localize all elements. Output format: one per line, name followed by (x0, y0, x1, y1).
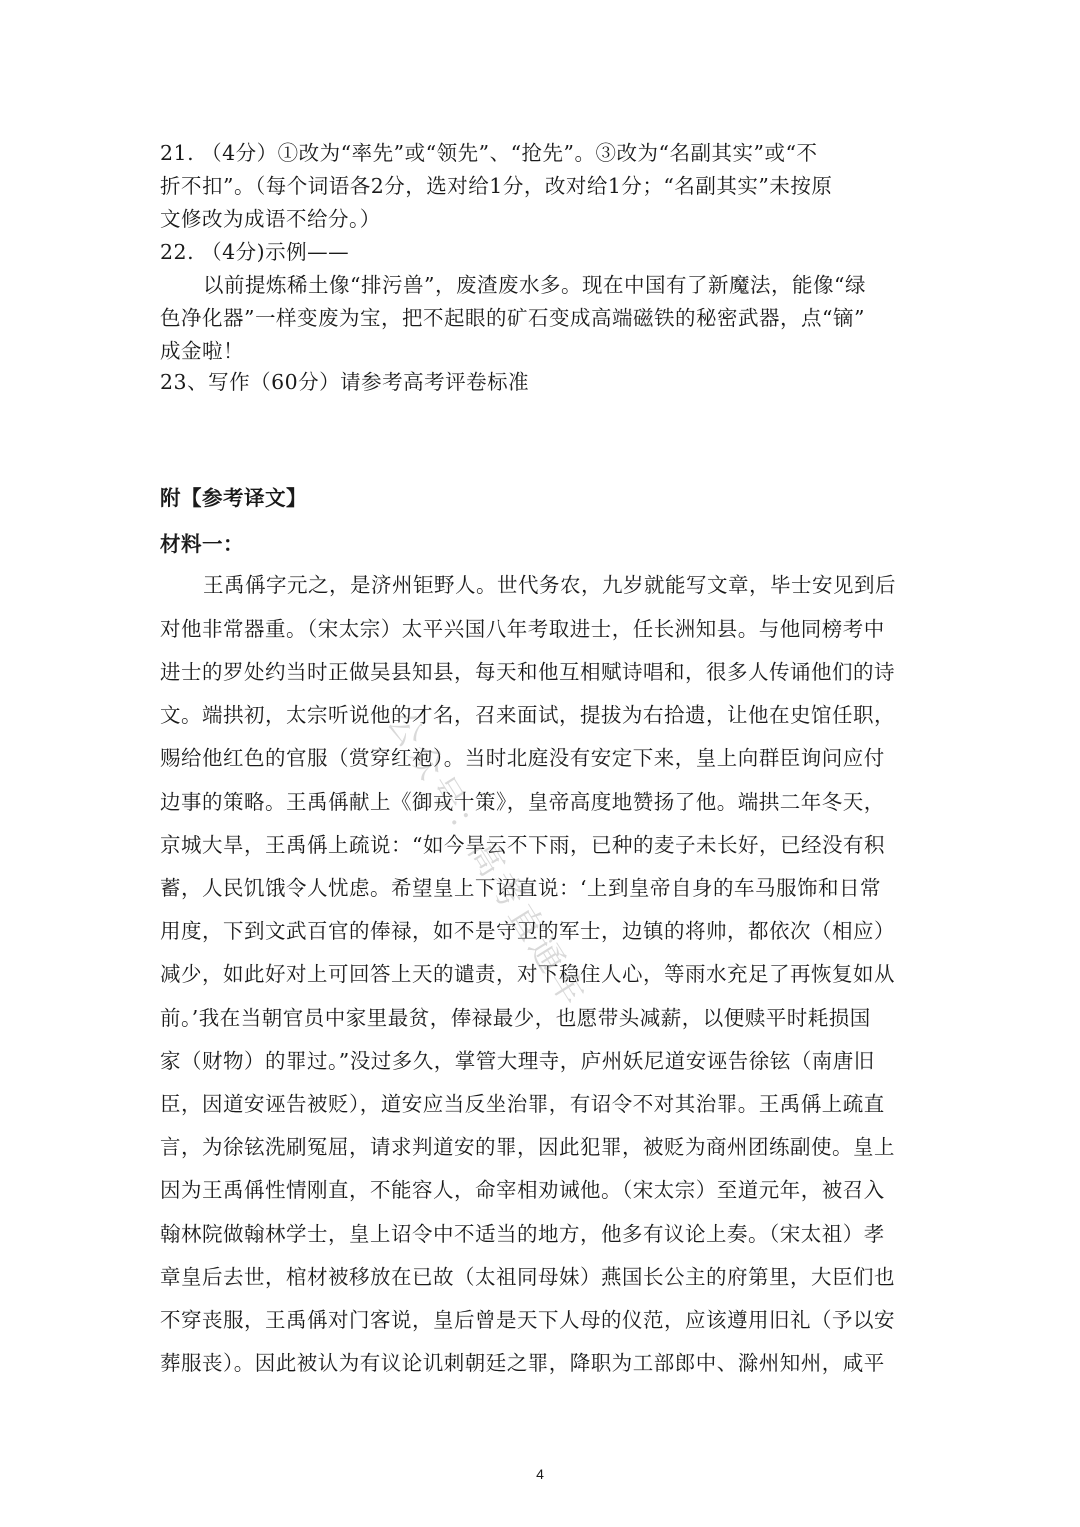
q22-line-3: 成金啦！ (160, 339, 244, 363)
translation-line: 因为王禹偁性情刚直，不能容人，命宰相劝诫他。（宋太宗）至道元年，被召入 (160, 1178, 885, 1202)
translation-line: 用度，下到文武百官的俸禄，如不是守卫的军士，边镇的将帅，都依次（相应） (160, 919, 895, 943)
translation-line: 进士的罗处约当时正做吴县知县，每天和他互相赋诗唱和，很多人传诵他们的诗 (160, 660, 895, 684)
translation-line: 文。端拱初，太宗听说他的才名，召来面试，提拔为右拾遗，让他在史馆任职， (160, 703, 895, 727)
q22-head: 22. （4分)示例—— (160, 240, 350, 264)
translation-line: 不穿丧服，王禹偁对门客说，皇后曾是天下人母的仪范，应该遵用旧礼（予以安 (160, 1308, 895, 1332)
translation-line: 臣，因道安诬告被贬），道安应当反坐治罪，有诏令不对其治罪。王禹偁上疏直 (160, 1092, 885, 1116)
q22-line-2: 色净化器”一样变废为宝，把不起眼的矿石变成高端磁铁的秘密武器，点“镝” (160, 306, 865, 330)
material-one-heading: 材料一： (160, 532, 244, 556)
translation-line: 王禹偁字元之，是济州钜野人。世代务农，九岁就能写文章，毕士安见到后 (203, 573, 896, 597)
translation-line: 前。’我在当朝官员中家里最贫，俸禄最少，也愿带头减薪，以便赎平时耗损国 (160, 1006, 871, 1030)
translation-line: 赐给他红色的官服（赏穿红袍）。当时北庭没有安定下来，皇上向群臣询问应付 (160, 746, 885, 770)
translation-line: 京城大旱，王禹偁上疏说：“如今旱云不下雨，已种的麦子未长好，已经没有积 (160, 833, 885, 857)
q21-line-3: 文修改为成语不给分。） (160, 207, 381, 231)
translation-heading: 附【参考译文】 (160, 486, 307, 510)
translation-line: 对他非常器重。（宋太宗）太平兴国八年考取进士，任长洲知县。与他同榜考中 (160, 617, 885, 641)
translation-line: 减少，如此好对上可回答上天的谴责，对下稳住人心，等雨水充足了再恢复如从 (160, 962, 895, 986)
translation-line: 边事的策略。王禹偁献上《御戎十策》，皇帝高度地赞扬了他。端拱二年冬天， (160, 790, 885, 814)
watermark: 公众号：高考直通车 (379, 704, 595, 1016)
q21-line-2: 折不扣”。（每个词语各2分，选对给1分，改对给1分；“名副其实”未按原 (160, 174, 833, 198)
translation-line: 葬服丧）。因此被认为有议论讥刺朝廷之罪，降职为工部郎中、滁州知州，咸平 (160, 1351, 885, 1375)
q23-line: 23、写作（60分）请参考高考评卷标准 (160, 370, 530, 394)
q21-line-1: 21. （4分）①改为“率先”或“领先”、“抢先”。③改为“名副其实”或“不 (160, 141, 818, 165)
page-number: 4 (536, 1466, 544, 1482)
translation-line: 蓄，人民饥饿令人忧虑。希望皇上下诏直说：‘上到皇帝自身的车马服饰和日常 (160, 876, 882, 900)
translation-line: 章皇后去世，棺材被移放在已故（太祖同母妹）燕国长公主的府第里，大臣们也 (160, 1265, 895, 1289)
q22-line-1: 以前提炼稀土像“排污兽”，废渣废水多。现在中国有了新魔法，能像“绿 (203, 273, 866, 297)
translation-line: 家（财物）的罪过。”没过多久，掌管大理寺，庐州妖尼道安诬告徐铉（南唐旧 (160, 1049, 875, 1073)
translation-line: 翰林院做翰林学士，皇上诏令中不适当的地方，他多有议论上奏。（宋太祖）孝 (160, 1222, 885, 1246)
translation-line: 言，为徐铉洗刷冤屈，请求判道安的罪，因此犯罪，被贬为商州团练副使。皇上 (160, 1135, 895, 1159)
